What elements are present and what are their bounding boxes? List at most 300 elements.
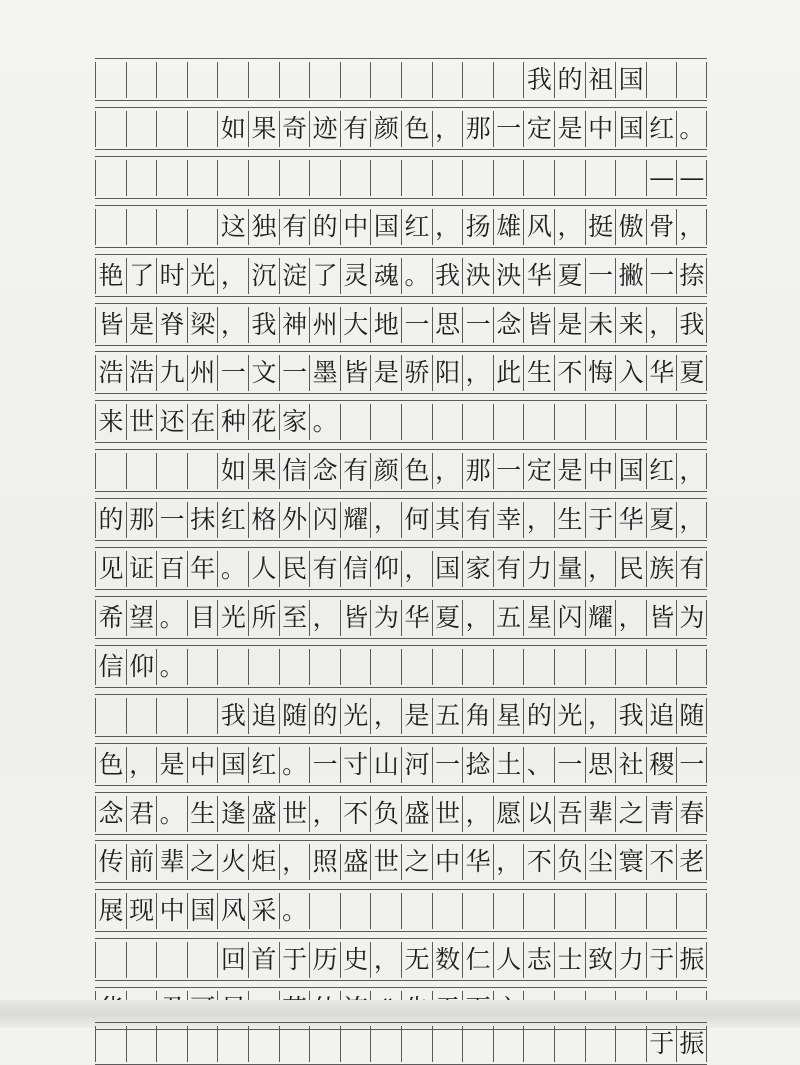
grid-line	[95, 931, 707, 932]
grid-cell: 于	[585, 502, 616, 538]
grid-cell: 我	[615, 698, 646, 734]
grid-cell: 一	[493, 111, 524, 147]
grid-cell: 红	[217, 502, 248, 538]
grid-cell: 一	[279, 355, 310, 391]
grid-line	[95, 58, 707, 59]
grid-cell: 在	[187, 404, 218, 440]
grid-cell	[126, 62, 157, 98]
grid-cell	[615, 649, 646, 685]
grid-line	[95, 107, 707, 108]
grid-cell: 世	[432, 796, 463, 832]
grid-line	[95, 303, 707, 304]
grid-cell: ，	[676, 209, 707, 245]
grid-cell: 其	[432, 502, 463, 538]
grid-cell: 是	[554, 111, 585, 147]
grid-cell: 辈	[585, 796, 616, 832]
grid-cell: 红	[248, 747, 279, 783]
grid-cell	[676, 893, 707, 929]
grid-cell: 魂	[370, 258, 401, 294]
grid-cell: 了	[126, 258, 157, 294]
grid-cell: 夏	[432, 600, 463, 636]
grid-cell	[462, 893, 493, 929]
grid-cell	[126, 698, 157, 734]
grid-cell: 骄	[401, 355, 432, 391]
grid-line	[95, 589, 707, 590]
grid-cell: 一	[309, 747, 340, 783]
grid-cell: 传	[95, 844, 126, 880]
grid-line	[95, 694, 707, 695]
grid-cell: ，	[401, 551, 432, 587]
grid-cell: 人	[248, 551, 279, 587]
grid-cell: 所	[248, 600, 279, 636]
grid-cell	[187, 698, 218, 734]
grid-cell	[554, 404, 585, 440]
grid-cell: 负	[554, 844, 585, 880]
grid-cell: 那	[462, 453, 493, 489]
grid-cell	[217, 160, 248, 196]
grid-cell: 国	[615, 111, 646, 147]
grid-cell	[187, 160, 218, 196]
grid-cell: 量	[554, 551, 585, 587]
grid-cell: 皆	[646, 600, 677, 636]
grid-cell	[95, 942, 126, 978]
grid-cell	[126, 942, 157, 978]
grid-cell: ，	[646, 307, 677, 343]
grid-cell: 州	[187, 355, 218, 391]
grid-cell: 奇	[279, 111, 310, 147]
grid-cell: 有	[309, 551, 340, 587]
grid-cell	[432, 160, 463, 196]
grid-cell: 追	[646, 698, 677, 734]
text-row	[95, 258, 707, 296]
grid-cell: 负	[370, 796, 401, 832]
grid-cell: 为	[370, 600, 401, 636]
grid-cell: 希	[95, 600, 126, 636]
grid-cell: 有	[340, 111, 371, 147]
grid-cell: 沉	[248, 258, 279, 294]
grid-cell	[646, 62, 677, 98]
grid-cell: 之	[615, 796, 646, 832]
grid-cell: 风	[523, 209, 554, 245]
text-row	[95, 160, 707, 198]
grid-cell	[493, 160, 524, 196]
grid-cell: 皆	[523, 307, 554, 343]
grid-cell: 华	[462, 844, 493, 880]
grid-cell	[462, 1026, 493, 1062]
grid-cell: 浩	[95, 355, 126, 391]
grid-cell: 生	[523, 355, 554, 391]
grid-cell: 地	[370, 307, 401, 343]
grid-cell: 信	[340, 551, 371, 587]
grid-line	[95, 547, 707, 548]
grid-cell	[187, 942, 218, 978]
grid-cell: 祖	[585, 62, 616, 98]
grid-cell	[126, 1026, 157, 1062]
grid-line	[95, 498, 707, 499]
grid-cell: 外	[279, 502, 310, 538]
grid-cell	[156, 1026, 187, 1062]
grid-cell: 艳	[95, 258, 126, 294]
grid-cell	[615, 893, 646, 929]
grid-cell	[248, 1026, 279, 1062]
grid-cell: 士	[554, 942, 585, 978]
grid-cell: 世	[279, 796, 310, 832]
grid-cell	[523, 160, 554, 196]
text-row	[95, 698, 707, 736]
grid-cell: 力	[615, 942, 646, 978]
grid-cell	[676, 404, 707, 440]
grid-cell: 的	[523, 698, 554, 734]
grid-line	[95, 100, 707, 101]
grid-cell	[554, 160, 585, 196]
grid-cell: 耀	[585, 600, 616, 636]
grid-cell: 光	[554, 698, 585, 734]
grid-cell: 于	[646, 942, 677, 978]
grid-cell	[95, 1026, 126, 1062]
grid-cell: 之	[401, 844, 432, 880]
grid-cell: 定	[523, 453, 554, 489]
grid-cell	[585, 160, 616, 196]
grid-cell: 是	[401, 698, 432, 734]
grid-cell: 雄	[493, 209, 524, 245]
grid-cell	[646, 649, 677, 685]
grid-cell: 不	[340, 796, 371, 832]
grid-cell: —	[676, 160, 707, 196]
grid-cell: 泱	[493, 258, 524, 294]
grid-cell: 辈	[156, 844, 187, 880]
grid-line	[95, 198, 707, 199]
grid-cell	[126, 453, 157, 489]
grid-cell	[340, 893, 371, 929]
grid-cell	[187, 1026, 218, 1062]
grid-cell	[432, 404, 463, 440]
grid-cell	[493, 62, 524, 98]
grid-cell: 华	[401, 600, 432, 636]
grid-cell	[462, 649, 493, 685]
grid-cell: 。	[279, 893, 310, 929]
grid-cell: 有	[462, 502, 493, 538]
grid-cell: 梁	[187, 307, 218, 343]
text-row	[95, 307, 707, 345]
grid-cell: 志	[523, 942, 554, 978]
text-row	[95, 747, 707, 785]
grid-cell: ，	[585, 698, 616, 734]
grid-cell: 这	[217, 209, 248, 245]
grid-cell: ，	[370, 698, 401, 734]
grid-cell: 振	[676, 1026, 707, 1062]
grid-cell: 耀	[340, 502, 371, 538]
grid-line	[95, 736, 707, 737]
grid-cell	[248, 160, 279, 196]
grid-cell	[156, 62, 187, 98]
grid-cell: 中	[585, 111, 616, 147]
grid-cell	[126, 111, 157, 147]
grid-cell	[156, 111, 187, 147]
grid-cell: 民	[279, 551, 310, 587]
grid-cell: 目	[187, 600, 218, 636]
text-row	[95, 942, 707, 980]
grid-cell: 未	[585, 307, 616, 343]
grid-cell	[585, 649, 616, 685]
grid-cell: 皆	[95, 307, 126, 343]
grid-cell: 红	[646, 453, 677, 489]
grid-cell	[95, 453, 126, 489]
grid-cell: 国	[615, 62, 646, 98]
grid-cell: 见	[95, 551, 126, 587]
grid-cell: 有	[340, 453, 371, 489]
grid-cell: 一	[432, 747, 463, 783]
grid-cell: 格	[248, 502, 279, 538]
grid-cell: 我	[248, 307, 279, 343]
grid-cell: 夏	[646, 502, 677, 538]
grid-cell: 文	[248, 355, 279, 391]
grid-cell	[493, 649, 524, 685]
grid-cell: 史	[340, 942, 371, 978]
grid-cell	[279, 160, 310, 196]
grid-cell: 夏	[554, 258, 585, 294]
grid-cell: 现	[126, 893, 157, 929]
grid-cell: ，	[432, 111, 463, 147]
grid-cell: 一	[493, 453, 524, 489]
grid-cell	[217, 649, 248, 685]
grid-cell: 中	[187, 747, 218, 783]
grid-line	[95, 596, 707, 597]
grid-cell: 大	[340, 307, 371, 343]
grid-cell: 一	[554, 747, 585, 783]
grid-cell	[554, 649, 585, 685]
grid-cell: 色	[95, 747, 126, 783]
grid-line	[95, 645, 707, 646]
grid-cell: 信	[95, 649, 126, 685]
grid-cell: 傲	[615, 209, 646, 245]
grid-cell: 撇	[615, 258, 646, 294]
grid-line	[95, 792, 707, 793]
grid-cell: 。	[279, 747, 310, 783]
grid-cell	[462, 404, 493, 440]
grid-cell: 仰	[370, 551, 401, 587]
grid-cell: 国	[217, 747, 248, 783]
grid-cell: 颜	[370, 111, 401, 147]
grid-cell: 为	[676, 600, 707, 636]
grid-cell	[95, 160, 126, 196]
grid-cell: 挺	[585, 209, 616, 245]
grid-cell: 。	[156, 796, 187, 832]
grid-cell	[554, 1026, 585, 1062]
grid-cell: 火	[217, 844, 248, 880]
grid-cell	[646, 404, 677, 440]
grid-cell: 世	[126, 404, 157, 440]
grid-cell	[248, 649, 279, 685]
grid-cell: 吾	[554, 796, 585, 832]
grid-line	[95, 254, 707, 255]
grid-cell: 社	[615, 747, 646, 783]
grid-cell: 悔	[585, 355, 616, 391]
grid-cell	[340, 62, 371, 98]
grid-cell	[187, 62, 218, 98]
grid-cell: 炬	[248, 844, 279, 880]
grid-cell: 家	[462, 551, 493, 587]
grid-cell: 家	[279, 404, 310, 440]
grid-cell: 。	[401, 258, 432, 294]
grid-cell: 。	[676, 111, 707, 147]
text-row	[95, 796, 707, 834]
grid-cell: 寰	[615, 844, 646, 880]
grid-cell	[432, 649, 463, 685]
grid-cell: 信	[279, 453, 310, 489]
grid-cell: 之	[187, 844, 218, 880]
grid-cell	[309, 62, 340, 98]
grid-cell: 淀	[279, 258, 310, 294]
grid-cell: 仰	[126, 649, 157, 685]
grid-cell: 历	[309, 942, 340, 978]
grid-cell: 有	[676, 551, 707, 587]
grid-cell: 土	[493, 747, 524, 783]
grid-cell	[340, 404, 371, 440]
grid-cell: 还	[156, 404, 187, 440]
grid-cell: 有	[279, 209, 310, 245]
grid-line	[95, 400, 707, 401]
grid-cell: 生	[187, 796, 218, 832]
grid-cell: 国	[432, 551, 463, 587]
grid-cell	[493, 404, 524, 440]
grid-cell: 思	[432, 307, 463, 343]
grid-cell: 花	[248, 404, 279, 440]
grid-cell	[95, 62, 126, 98]
grid-cell	[585, 893, 616, 929]
grid-cell: 我	[432, 258, 463, 294]
grid-cell	[523, 893, 554, 929]
grid-cell: ，	[279, 844, 310, 880]
grid-cell: ，	[432, 209, 463, 245]
grid-cell: 色	[401, 453, 432, 489]
grid-cell: 盛	[248, 796, 279, 832]
grid-cell: 河	[401, 747, 432, 783]
grid-cell: 光	[340, 698, 371, 734]
grid-cell: 了	[309, 258, 340, 294]
grid-cell: 国	[187, 893, 218, 929]
grid-cell	[126, 160, 157, 196]
grid-cell: 的	[309, 209, 340, 245]
grid-cell: 神	[279, 307, 310, 343]
grid-cell: 。	[156, 600, 187, 636]
grid-cell: 皆	[340, 600, 371, 636]
grid-cell: 回	[217, 942, 248, 978]
grid-cell	[187, 453, 218, 489]
grid-cell: 一	[401, 307, 432, 343]
grid-cell	[554, 893, 585, 929]
text-row	[95, 1026, 707, 1064]
grid-cell	[217, 1026, 248, 1062]
grid-cell	[187, 649, 218, 685]
grid-line	[95, 938, 707, 939]
grid-cell	[309, 1026, 340, 1062]
text-row	[95, 502, 707, 540]
grid-cell: ，	[462, 600, 493, 636]
grid-line	[95, 638, 707, 639]
grid-cell: 泱	[462, 258, 493, 294]
grid-cell	[95, 111, 126, 147]
grid-cell: 定	[523, 111, 554, 147]
grid-cell	[95, 209, 126, 245]
grid-cell	[340, 1026, 371, 1062]
grid-cell: 如	[217, 111, 248, 147]
grid-cell: 至	[279, 600, 310, 636]
grid-cell: 念	[309, 453, 340, 489]
grid-line	[95, 351, 707, 352]
grid-cell: ，	[309, 796, 340, 832]
text-row	[95, 209, 707, 247]
grid-cell: 扬	[462, 209, 493, 245]
grid-cell	[279, 649, 310, 685]
grid-line	[95, 834, 707, 835]
grid-cell: ，	[217, 258, 248, 294]
grid-cell: 一	[676, 747, 707, 783]
grid-cell: 阳	[432, 355, 463, 391]
grid-cell	[309, 649, 340, 685]
grid-cell: 一	[646, 258, 677, 294]
grid-cell	[523, 404, 554, 440]
grid-cell: 寸	[340, 747, 371, 783]
grid-cell: 红	[646, 111, 677, 147]
grid-line	[95, 205, 707, 206]
grid-cell: 不	[554, 355, 585, 391]
grid-cell: 光	[217, 600, 248, 636]
grid-cell: 是	[126, 307, 157, 343]
grid-cell	[156, 209, 187, 245]
grid-line	[95, 149, 707, 150]
grid-cell	[370, 1026, 401, 1062]
grid-cell: 首	[248, 942, 279, 978]
grid-cell: 无	[401, 942, 432, 978]
grid-cell: 春	[676, 796, 707, 832]
grid-cell: 此	[493, 355, 524, 391]
grid-cell: 照	[309, 844, 340, 880]
grid-line	[95, 491, 707, 492]
grid-cell: 颜	[370, 453, 401, 489]
grid-cell: 致	[585, 942, 616, 978]
grid-cell: 逢	[217, 796, 248, 832]
grid-cell: 仁	[462, 942, 493, 978]
grid-cell: 州	[309, 307, 340, 343]
text-row	[95, 893, 707, 931]
grid-cell: 光	[187, 258, 218, 294]
grid-cell: 不	[646, 844, 677, 880]
grid-cell: 色	[401, 111, 432, 147]
grid-cell: ，	[462, 355, 493, 391]
grid-cell: ，	[523, 502, 554, 538]
grid-cell: 中	[340, 209, 371, 245]
grid-line	[95, 785, 707, 786]
grid-cell: 来	[615, 307, 646, 343]
grid-cell: 灵	[340, 258, 371, 294]
grid-cell: ，	[493, 844, 524, 880]
grid-cell: 。	[217, 551, 248, 587]
grid-cell: 展	[95, 893, 126, 929]
grid-cell	[401, 893, 432, 929]
grid-cell: 的	[309, 698, 340, 734]
text-row	[95, 111, 707, 149]
grid-cell: 墨	[309, 355, 340, 391]
grid-cell: 一	[462, 307, 493, 343]
grid-cell: 我	[676, 307, 707, 343]
grid-cell: 证	[126, 551, 157, 587]
grid-line	[95, 840, 707, 841]
grid-cell	[401, 404, 432, 440]
grid-cell: 。	[309, 404, 340, 440]
grid-cell: 百	[156, 551, 187, 587]
grid-line	[95, 687, 707, 688]
grid-cell: ，	[370, 942, 401, 978]
